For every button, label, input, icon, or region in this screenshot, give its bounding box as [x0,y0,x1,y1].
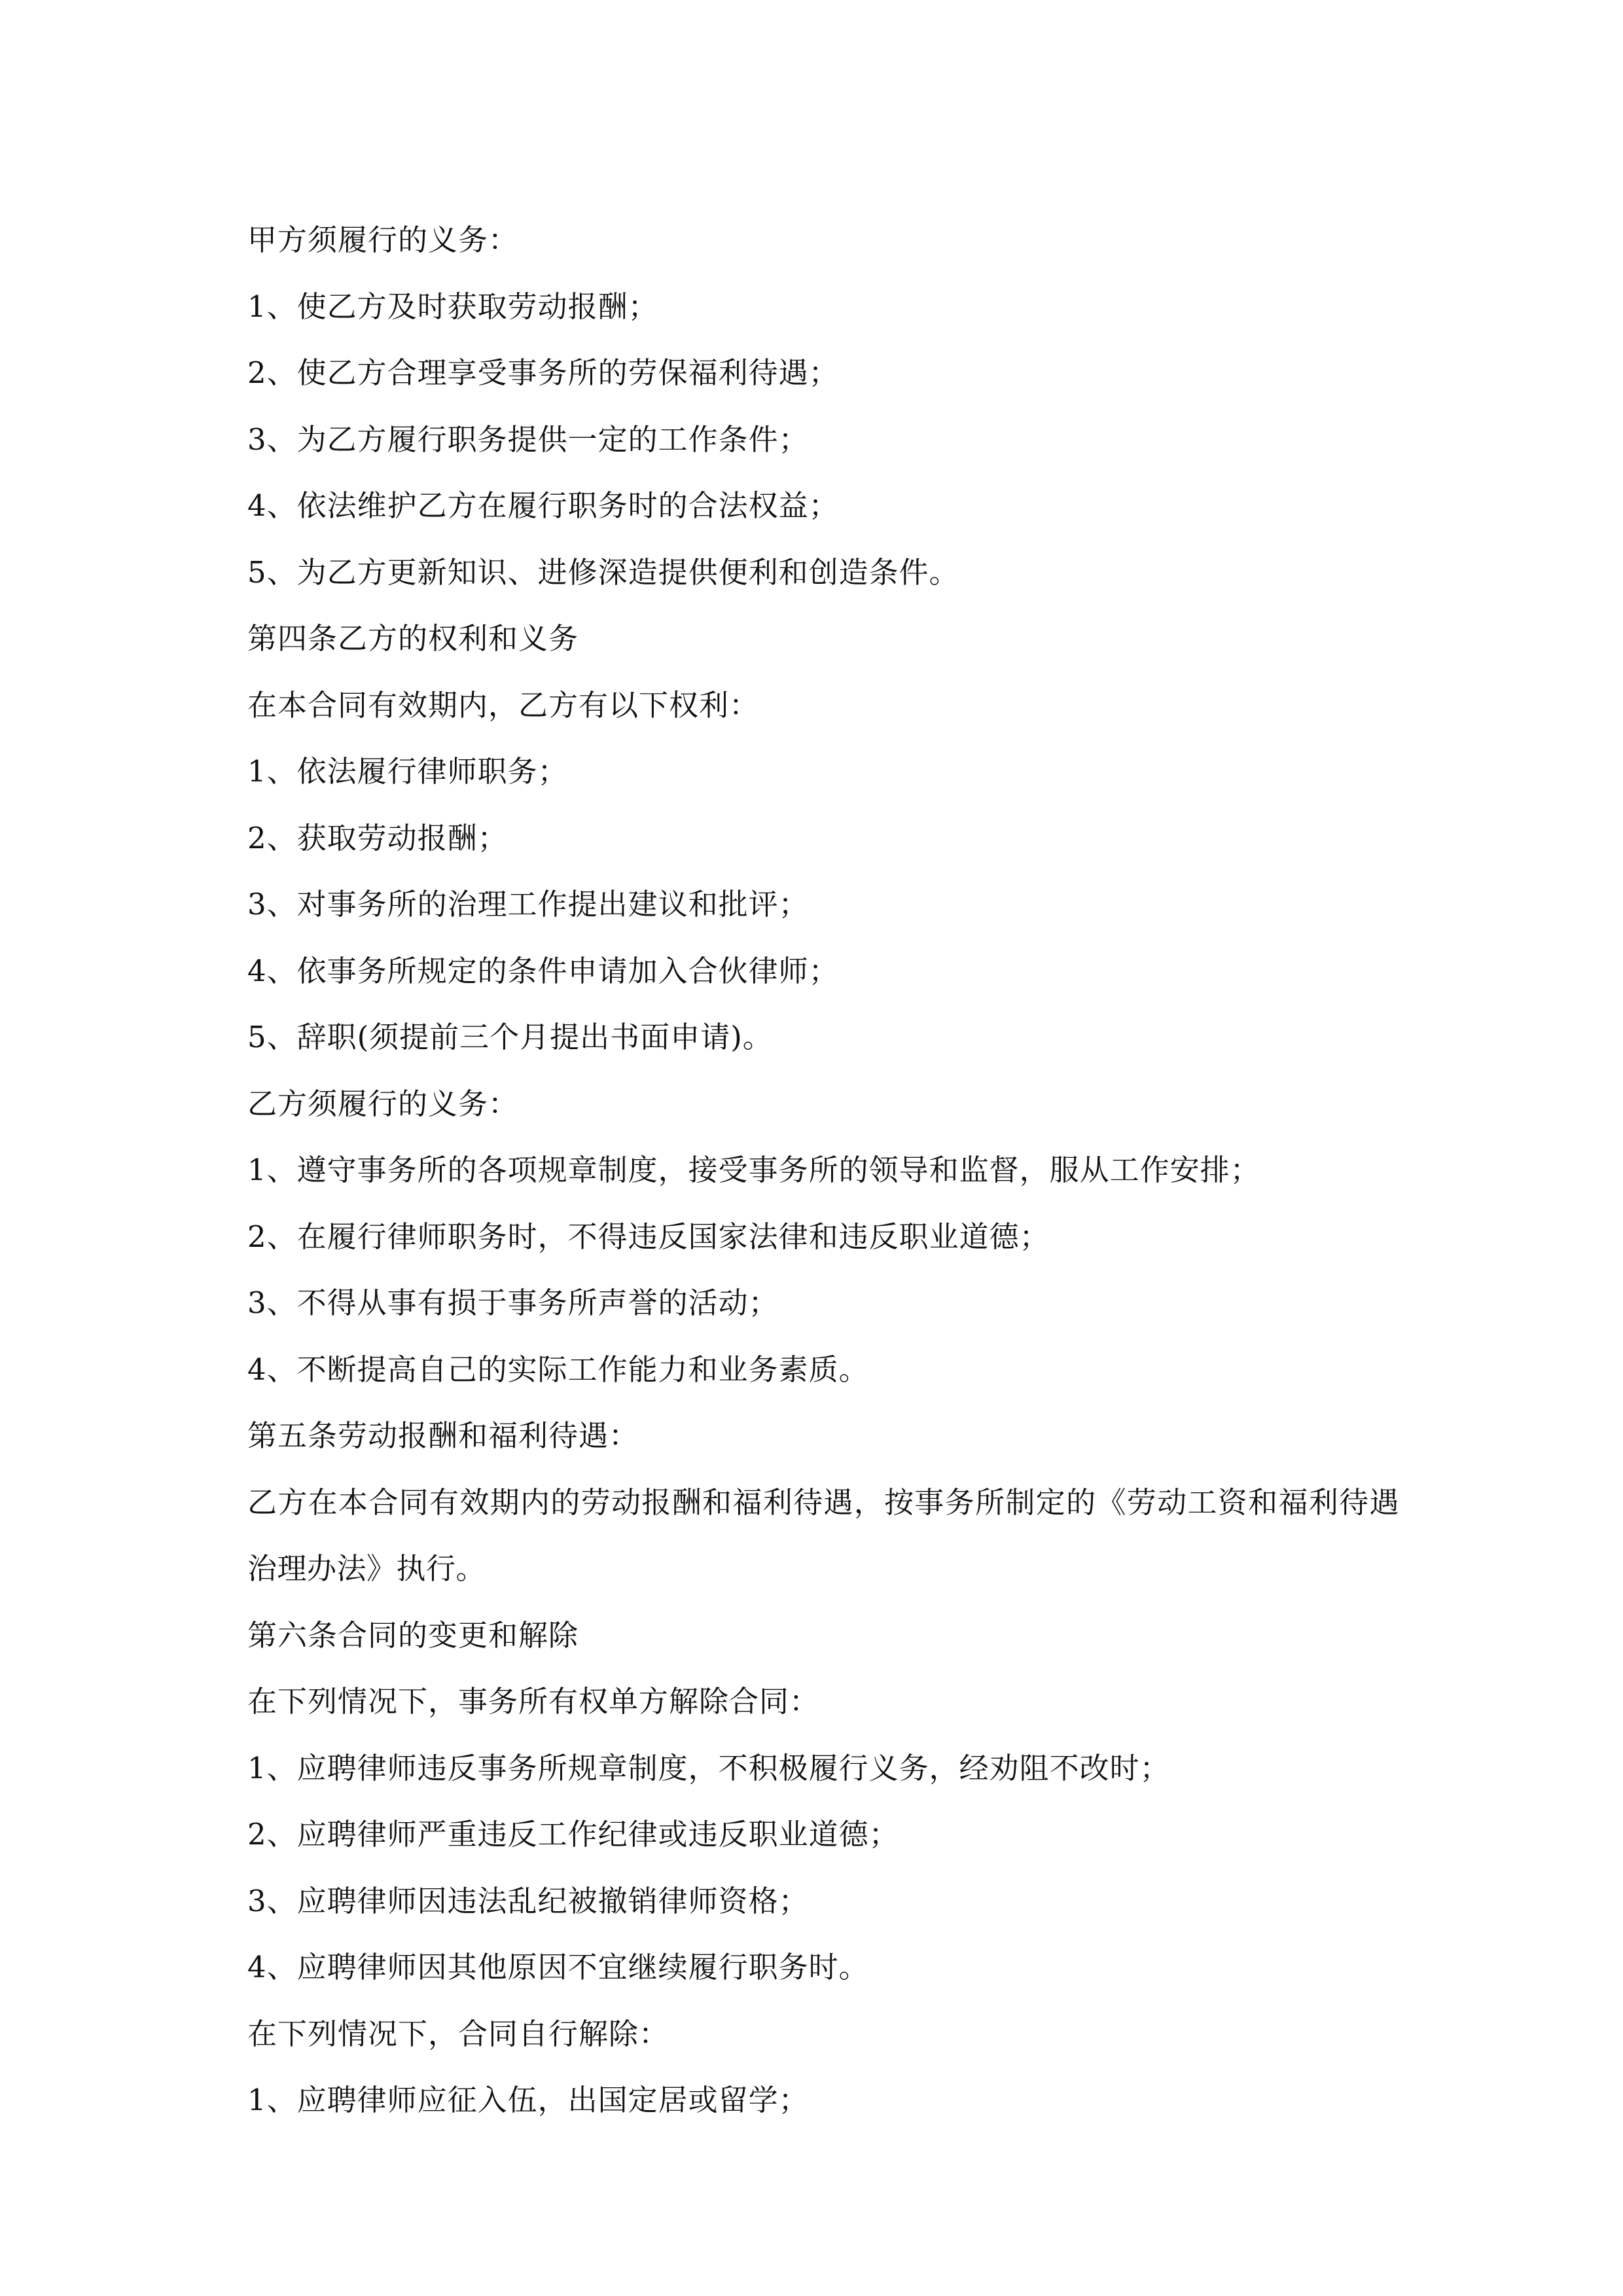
paragraph-unilateral-termination-3: 3、应聘律师因违法乱纪被撤销律师资格； [247,1883,809,1918]
article-5-heading: 第五条劳动报酬和福利待遇： [247,1418,639,1453]
paragraph-party-b-obligation-3: 3、不得从事有损于事务所声誉的活动； [247,1285,779,1320]
article-4-heading: 第四条乙方的权利和义务 [247,621,579,656]
paragraph-unilateral-termination-1: 1、应聘律师违反事务所规章制度，不积极履行义务，经劝阻不改时； [247,1750,1170,1785]
paragraph-party-a-obligation-5: 5、为乙方更新知识、进修深造提供便利和创造条件。 [247,554,959,590]
paragraph-party-b-obligation-4: 4、不断提高自己的实际工作能力和业务素质。 [247,1352,869,1387]
paragraph-party-b-right-4: 4、依事务所规定的条件申请加入合伙律师； [247,953,839,988]
contract-body [247,207,1399,2134]
paragraph-unilateral-termination-intro: 在下列情况下，事务所有权单方解除合同： [247,1684,820,1719]
article-6-heading: 第六条合同的变更和解除 [247,1617,579,1653]
paragraph-party-b-obligation-2: 2、在履行律师职务时，不得违反国家法律和违反职业道德； [247,1219,1050,1254]
paragraph-automatic-termination-1: 1、应聘律师应征入伍，出国定居或留学； [247,2083,809,2117]
paragraph-party-b-obligation-1: 1、遵守事务所的各项规章制度，接受事务所的领导和监督，服从工作安排； [247,1153,1260,1187]
paragraph-party-a-obligation-4: 4、依法维护乙方在履行职务时的合法权益； [247,488,839,523]
paragraph-unilateral-termination-2: 2、应聘律师严重违反工作纪律或违反职业道德； [247,1817,899,1852]
paragraph-party-b-right-3: 3、对事务所的治理工作提出建议和批评； [247,887,809,922]
paragraph-party-b-rights-intro: 在本合同有效期内，乙方有以下权利： [247,687,760,723]
paragraph-party-b-right-5: 5、辞职(须提前三个月提出书面申请)。 [247,1020,773,1054]
paragraph-automatic-termination-intro: 在下列情况下，合同自行解除： [247,2016,669,2051]
paragraph-party-a-obligations-heading: 甲方须履行的义务： [247,223,519,257]
paragraph-party-a-obligation-3: 3、为乙方履行职务提供一定的工作条件； [247,422,809,457]
paragraph-party-b-obligations-heading: 乙方须履行的义务： [247,1086,519,1121]
paragraph-party-a-obligation-2: 2、使乙方合理享受事务所的劳保福利待遇； [247,355,839,390]
paragraph-party-b-right-2: 2、获取劳动报酬； [247,820,508,855]
paragraph-party-a-obligation-1: 1、使乙方及时获取劳动报酬； [247,289,658,324]
paragraph-party-b-right-1: 1、依法履行律师职务； [247,754,568,789]
paragraph-compensation: 乙方在本合同有效期内的劳动报酬和福利待遇，按事务所制定的《劳动工资和福利待遇治理办法》执行。 [247,1484,1399,1586]
paragraph-unilateral-termination-4: 4、应聘律师因其他原因不宜继续履行职务时。 [247,1950,869,1984]
